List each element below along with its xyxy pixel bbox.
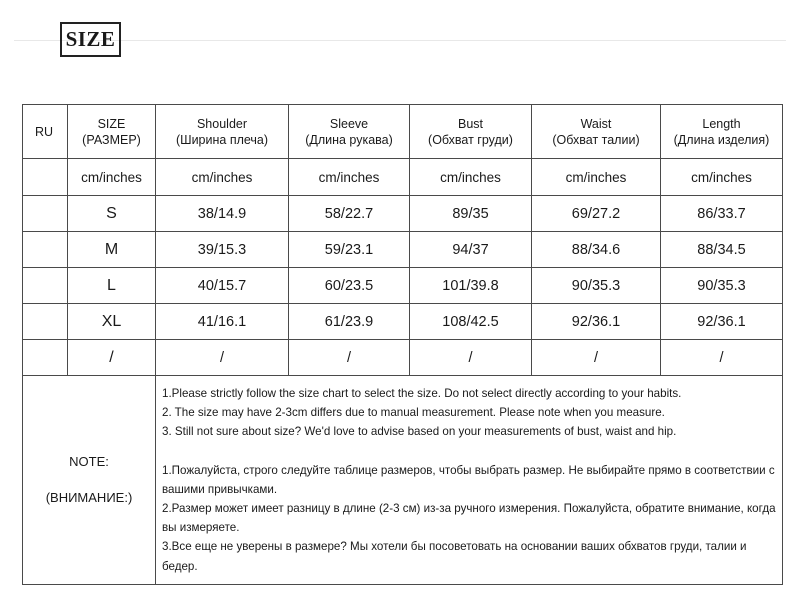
note-row: [23, 376, 783, 585]
size-cell: XL: [68, 304, 156, 340]
unit-cell: cm/inches: [532, 159, 661, 196]
page-title: SIZE: [60, 22, 121, 57]
unit-cell: cm/inches: [156, 159, 289, 196]
bust-cell: 101/39.8: [410, 268, 532, 304]
note-label: [23, 376, 156, 585]
sleeve-cell: 59/23.1: [289, 232, 410, 268]
sleeve-cell: /: [289, 340, 410, 376]
length-cell: 88/34.5: [661, 232, 783, 268]
length-cell: 92/36.1: [661, 304, 783, 340]
note-ru-1: 1.Пожалуйста, строго следуйте таблице размеров, чтобы выбрать размер. Не выбирайте прямо в соответствии с вашими привычками.: [162, 463, 775, 496]
shoulder-cell: 39/15.3: [156, 232, 289, 268]
header-length: Length (Длина изделия): [661, 105, 783, 159]
blank-cell: [23, 340, 68, 376]
size-cell: S: [68, 196, 156, 232]
bust-cell: /: [410, 340, 532, 376]
note-text: [156, 376, 783, 585]
table-row-xl: [23, 304, 783, 340]
unit-cell: cm/inches: [661, 159, 783, 196]
note-en-3: 3. Still not sure about size? We'd love to advise based on your measurements of bust, waist and hip.: [162, 425, 677, 439]
sleeve-cell: 61/23.9: [289, 304, 410, 340]
table-row-empty: [23, 340, 783, 376]
note-en-2: 2. The size may have 2-3cm differs due to manual measurement. Please note when you measure.: [162, 406, 665, 420]
bust-cell: 108/42.5: [410, 304, 532, 340]
note-spacer: [162, 442, 776, 461]
note-label-en: NOTE:: [69, 453, 109, 469]
shoulder-cell: 40/15.7: [156, 268, 289, 304]
note-ru-2: 2.Размер может имеет разницу в длине (2-3 см) из-за ручного измерения. Пожалуйста, обратите внимание, когда вы измеряете.: [162, 502, 776, 535]
size-cell: M: [68, 232, 156, 268]
blank-cell: [23, 304, 68, 340]
waist-cell: 88/34.6: [532, 232, 661, 268]
bust-cell: 89/35: [410, 196, 532, 232]
table-row-l: [23, 268, 783, 304]
table-row-s: [23, 196, 783, 232]
title-divider: [14, 40, 786, 41]
header-shoulder: Shoulder (Ширина плеча): [156, 105, 289, 159]
table-row-m: [23, 232, 783, 268]
unit-cell: cm/inches: [68, 159, 156, 196]
shoulder-cell: /: [156, 340, 289, 376]
sleeve-cell: 60/23.5: [289, 268, 410, 304]
length-cell: 90/35.3: [661, 268, 783, 304]
header-size: SIZE (РАЗМЕР): [68, 105, 156, 159]
length-cell: /: [661, 340, 783, 376]
waist-cell: 69/27.2: [532, 196, 661, 232]
note-en-1: 1.Please strictly follow the size chart to select the size. Do not select directly according to your habits.: [162, 387, 682, 400]
size-cell: L: [68, 268, 156, 304]
region-label: RU: [23, 105, 68, 159]
note-label-ru: (ВНИМАНИЕ:): [45, 489, 133, 505]
length-cell: 86/33.7: [661, 196, 783, 232]
size-cell: /: [68, 340, 156, 376]
shoulder-cell: 41/16.1: [156, 304, 289, 340]
blank-cell: [23, 268, 68, 304]
units-row: [23, 159, 783, 196]
waist-cell: 90/35.3: [532, 268, 661, 304]
blank-cell: [23, 159, 68, 196]
blank-cell: [23, 196, 68, 232]
header-waist: Waist (Обхват талии): [532, 105, 661, 159]
header-sleeve: Sleeve (Длина рукава): [289, 105, 410, 159]
waist-cell: /: [532, 340, 661, 376]
unit-cell: cm/inches: [289, 159, 410, 196]
header-bust: Bust (Обхват груди): [410, 105, 532, 159]
header-row: [23, 105, 783, 159]
sleeve-cell: 58/22.7: [289, 196, 410, 232]
bust-cell: 94/37: [410, 232, 532, 268]
waist-cell: 92/36.1: [532, 304, 661, 340]
blank-cell: [23, 232, 68, 268]
unit-cell: cm/inches: [410, 159, 532, 196]
size-chart-table: [22, 104, 783, 585]
note-ru-3: 3.Все еще не уверены в размере? Мы хотели бы посоветовать на основании ваших обхватов груди, талии и бедер.: [162, 540, 747, 573]
shoulder-cell: 38/14.9: [156, 196, 289, 232]
